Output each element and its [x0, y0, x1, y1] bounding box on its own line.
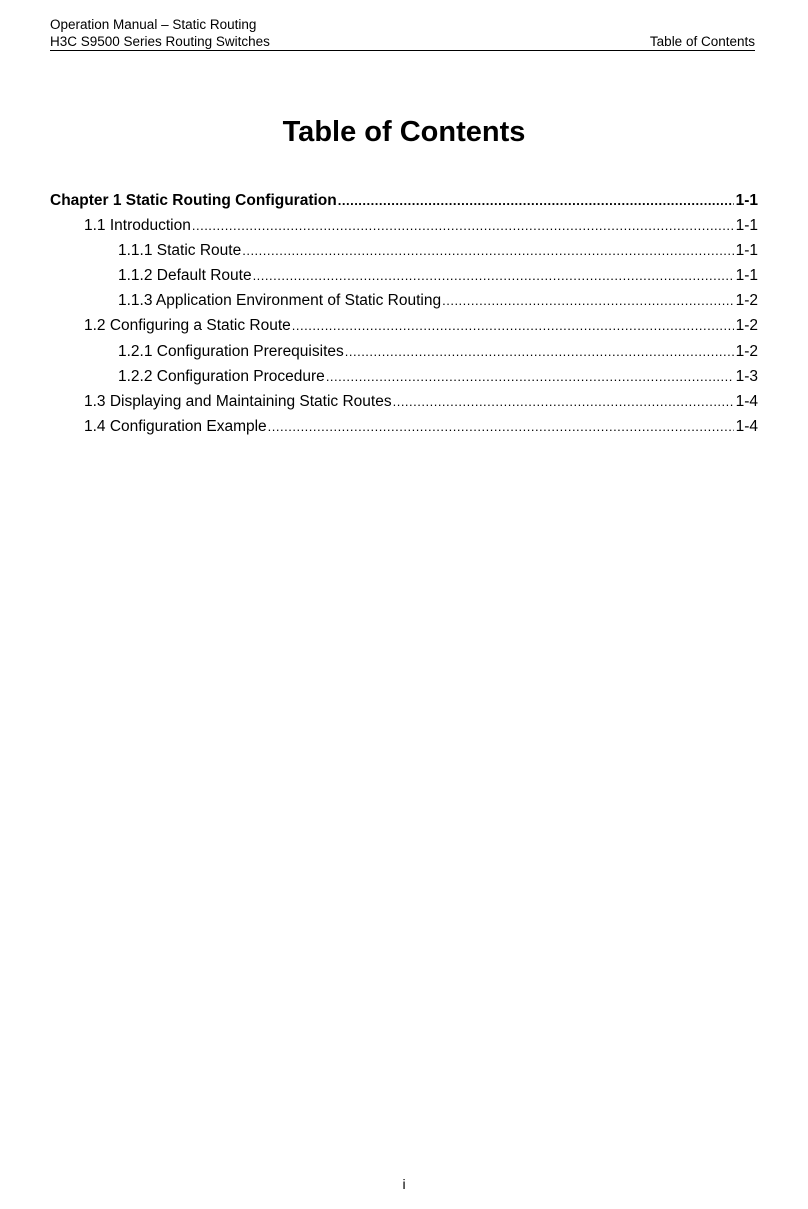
page-header: [50, 16, 755, 50]
toc-entry[interactable]: [50, 213, 758, 238]
toc-entry[interactable]: [50, 288, 758, 313]
toc-leader-dots: [253, 263, 734, 288]
toc-entry[interactable]: [50, 414, 758, 439]
toc-leader-dots: [242, 238, 733, 263]
toc-entry[interactable]: [50, 238, 758, 263]
toc-leader-dots: [292, 313, 734, 338]
header-row: [50, 33, 755, 50]
toc-entry[interactable]: [50, 339, 758, 364]
toc-entry-label: 1.4 Configuration Example: [84, 417, 267, 435]
toc-entry-label: 1.1 Introduction: [84, 217, 191, 235]
toc-entry-page: 1-2: [735, 292, 758, 310]
toc-entry-label: 1.1.3 Application Environment of Static Routing: [118, 292, 442, 310]
toc-entry-page: 1-1: [735, 267, 758, 285]
toc-entry-label: Chapter 1 Static Routing Configuration: [50, 192, 337, 209]
product-name: H3C S9500 Series Routing Switches: [50, 34, 270, 49]
toc-entry-page: 1-2: [735, 317, 758, 335]
toc-entry-page: 1-2: [735, 342, 758, 360]
toc-leader-dots: [345, 339, 734, 364]
toc-entry-page: 1-1: [735, 192, 758, 209]
toc-entry-label: 1.3 Displaying and Maintaining Static Routes: [84, 392, 392, 410]
toc-leader-dots: [442, 288, 733, 313]
section-name: Table of Contents: [649, 34, 755, 49]
page-number: i: [402, 1176, 406, 1192]
toc-entry-page: 1-1: [735, 242, 758, 260]
toc-entry[interactable]: [50, 263, 758, 288]
toc-entry[interactable]: [50, 389, 758, 414]
toc-entry-label: 1.2 Configuring a Static Route: [84, 317, 291, 335]
table-of-contents: [50, 188, 758, 439]
toc-leader-dots: [326, 364, 734, 389]
toc-leader-dots: [192, 213, 734, 238]
toc-leader-dots: [393, 389, 734, 414]
toc-leader-dots: [268, 414, 734, 439]
toc-entry[interactable]: [50, 188, 758, 213]
manual-title: Operation Manual – Static Routing: [50, 17, 257, 32]
toc-entry-page: 1-1: [735, 217, 758, 235]
toc-entry[interactable]: [50, 364, 758, 389]
header-rule: [50, 50, 755, 51]
toc-entry-label: 1.1.1 Static Route: [118, 242, 242, 260]
toc-entry-label: 1.2.1 Configuration Prerequisites: [118, 342, 344, 360]
toc-entry-page: 1-4: [735, 417, 758, 435]
toc-entry-page: 1-4: [735, 392, 758, 410]
page-title: Table of Contents: [282, 116, 526, 148]
toc-entry-page: 1-3: [735, 367, 758, 385]
toc-entry[interactable]: [50, 313, 758, 338]
toc-leader-dots: [338, 188, 734, 213]
toc-entry-label: 1.1.2 Default Route: [118, 267, 252, 285]
toc-entry-label: 1.2.2 Configuration Procedure: [118, 367, 325, 385]
